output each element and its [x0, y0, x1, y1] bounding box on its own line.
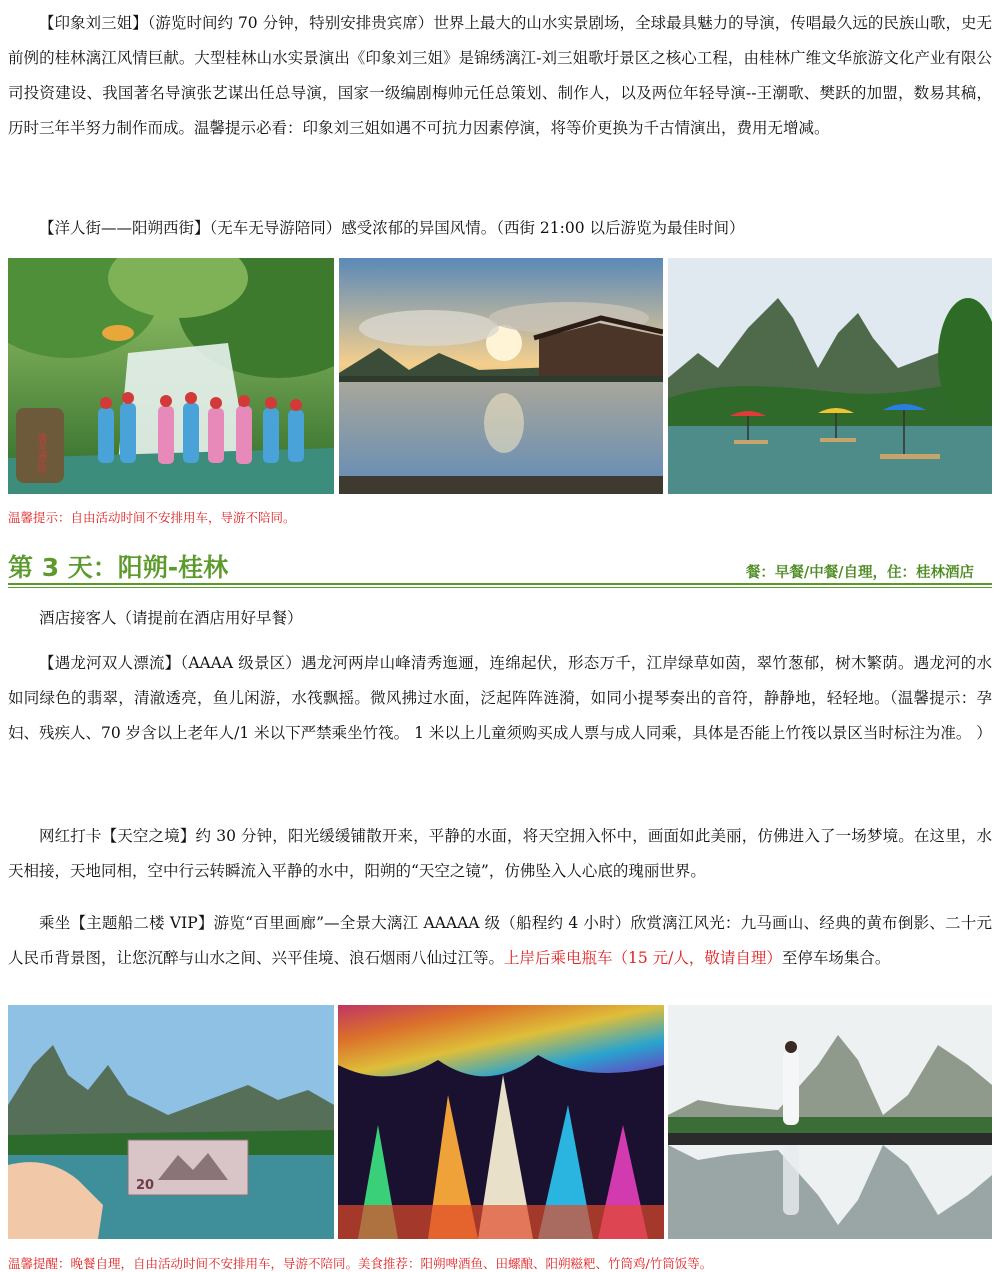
day3-meals-lodging: 餐：早餐/中餐/自理，住：桂林酒店 — [745, 564, 974, 581]
hotel-pickup-paragraph: 酒店接客人（请提前在酒店用好早餐） — [39, 609, 303, 627]
cruise-text: 乘坐【主题船二楼 VIP】游览“百里画廊”—全景大漓江 AAAAA 级（船程约 4 小时）欣赏漓江风光：九马画山、经典的黄布倒影、二十元人民币背景图，让您沉醉与山水之间、兴平佳境、浪石烟雨八仙过江等。 — [8, 914, 992, 967]
seal-text: 遇龙漂流 — [34, 433, 46, 473]
reed-flute-cave-colorful-photo — [338, 1005, 664, 1239]
impression-liusanjie-paragraph: 【印象刘三姐】（游览时间约 70 分钟，特别安排贵宾席）世界上最大的山水实景剧场，全球最具魅力的导演，传唱最久远的民族山歌，史无前例的桂林漓江风情巨献。大型桂林山水实景演出《印象刘三姐》是锦绣漓江-刘三姐歌圩景区之核心工程，由桂林广维文华旅游文化产业有限公司投资建设、我国著名导演张艺谋出任总导演，国家一级编剧梅帅元任总策划、制作人，以及两位年轻导演--王潮歌、樊跃的加盟，数易其稿，历时三年半努力制作而成。温馨提示必看：印象刘三姐如遇不可抗力因素停演，将等价更换为千古情演出，费用无增减。 — [8, 14, 992, 137]
shuttle-fee-notice: 上岸后乘电瓶车（15 元/人，敬请自理） — [504, 949, 782, 967]
sunset-reflection-bridge-photo — [339, 258, 663, 494]
river-bamboo-rafts-photo — [668, 258, 992, 494]
west-street-paragraph: 【洋人街——阳朔西街】（无车无导游陪同）感受浓郁的异国风情。（西街 21:00 以后游览为最佳时间） — [39, 219, 745, 237]
sky-mirror-paragraph: 网红打卡【天空之境】约 30 分钟，阳光缓缓铺散开来，平静的水面，将天空拥入怀中，画面如此美丽，仿佛进入了一场梦境。在这里，水天相接，天地同相，空中行云转瞬流入平静的水中，阳朔的“天空之镜”，仿佛坠入人心底的瑰丽世界。 — [8, 827, 992, 880]
section2-tip: 温馨提醒：晚餐自理，自由活动时间不安排用车，导游不陪同。美食推荐：阳朔啤酒鱼、田螺酿、阳朔糍粑、竹筒鸡/竹筒饭等。 — [8, 1256, 713, 1271]
sky-mirror-reflection-photo — [668, 1005, 992, 1239]
day3-divider-thin — [8, 587, 992, 588]
waterfall-tourists-photo — [8, 258, 334, 494]
day3-title: 第 3 天：阳朔-桂林 — [8, 553, 229, 582]
banknote-value: 20 — [136, 1178, 155, 1193]
li-river-cruise-paragraph — [8, 906, 992, 976]
day3-divider — [8, 583, 992, 585]
cruise-text-end: 至停车场集合。 — [781, 949, 891, 967]
section1-tip: 温馨提示：自由活动时间不安排用车，导游不陪同。 — [8, 510, 296, 525]
li-river-20-yuan-note-photo — [8, 1005, 334, 1239]
yulong-river-rafting-paragraph: 【遇龙河双人漂流】（AAAA 级景区）遇龙河两岸山峰清秀迤逦，连绵起伏，形态万千，江岸绿草如茵，翠竹葱郁，树木繁荫。遇龙河的水如同绿色的翡翠，清澈透亮，鱼儿闲游，水筏飘摇。微风拂过水面，泛起阵阵涟漪，如同小提琴奏出的音符，静静地，轻轻地。（温馨提示：孕妇、残疾人、70 岁含以上老年人/1 米以下严禁乘坐竹筏。 1 米以上儿童须购买成人票与成人同乘，具体是否能上竹筏以景区当时标注为准。 ） — [8, 654, 992, 742]
